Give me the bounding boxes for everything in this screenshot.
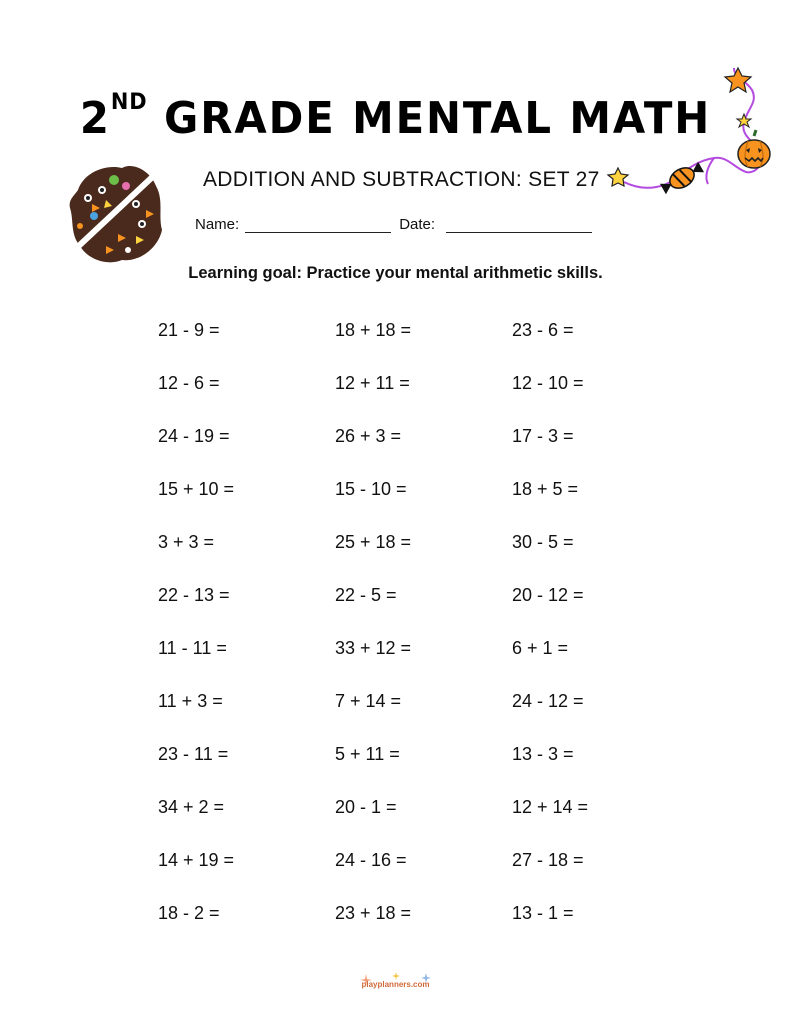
math-problem: 20 - 12 = xyxy=(512,585,584,605)
footer-sparkle-icon xyxy=(358,972,434,986)
math-problem: 3 + 3 = xyxy=(158,532,215,552)
problem-grid xyxy=(158,320,689,956)
math-problem: 13 - 3 = xyxy=(512,744,574,764)
math-problem: 15 - 10 = xyxy=(335,479,407,499)
math-problem: 25 + 18 = xyxy=(335,532,412,552)
math-problem: 11 - 11 = xyxy=(158,638,227,658)
math-problem: 12 + 14 = xyxy=(512,797,589,817)
worksheet-subtitle: ADDITION AND SUBTRACTION: SET 27 xyxy=(203,168,600,191)
title-ordinal-suffix: ND xyxy=(110,90,148,115)
math-problem: 22 - 5 = xyxy=(335,585,397,605)
math-problem: 12 + 11 = xyxy=(335,373,410,393)
math-problem: 13 - 1 = xyxy=(512,903,574,923)
math-problem: 22 - 13 = xyxy=(158,585,230,605)
math-problem: 14 + 19 = xyxy=(158,850,235,870)
math-problem: 24 - 16 = xyxy=(335,850,407,870)
math-problem: 11 + 3 = xyxy=(158,691,223,711)
learning-goal: Learning goal: Practice your mental arithmetic skills. xyxy=(188,264,603,282)
math-problem: 12 - 10 = xyxy=(512,373,584,393)
math-problem: 6 + 1 = xyxy=(512,638,569,658)
math-problem: 33 + 12 = xyxy=(335,638,412,658)
math-problem: 20 - 1 = xyxy=(335,797,397,817)
math-problem: 23 - 6 = xyxy=(512,320,574,340)
math-problem: 15 + 10 = xyxy=(158,479,235,499)
math-problem: 17 - 3 = xyxy=(512,426,574,446)
name-blank-line[interactable] xyxy=(245,216,391,233)
title-text: GRADE MENTAL MATH xyxy=(147,93,712,144)
footer-url: playplanners.com xyxy=(361,980,430,989)
math-problem: 34 + 2 = xyxy=(158,797,225,817)
math-problem: 23 + 18 = xyxy=(335,903,412,923)
math-problem: 27 - 18 = xyxy=(512,850,584,870)
math-problem: 7 + 14 = xyxy=(335,691,402,711)
math-problem: 12 - 6 = xyxy=(158,373,220,393)
math-problem: 24 - 12 = xyxy=(512,691,584,711)
math-problem: 26 + 3 = xyxy=(335,426,402,446)
math-problem: 21 - 9 = xyxy=(158,320,220,340)
title-grade-number: 2 xyxy=(79,93,111,144)
math-problem: 18 + 5 = xyxy=(512,479,579,499)
name-date-row xyxy=(195,216,592,233)
math-problem: 5 + 11 = xyxy=(335,744,400,764)
date-label: Date: xyxy=(399,216,436,233)
chocolate-bark-candy-icon xyxy=(66,160,166,268)
math-problem: 24 - 19 = xyxy=(158,426,230,446)
math-problem: 18 - 2 = xyxy=(158,903,220,923)
date-blank-line[interactable] xyxy=(446,216,592,233)
star-candy-pumpkin-garland-icon xyxy=(604,56,784,202)
math-problem: 30 - 5 = xyxy=(512,532,574,552)
math-problem: 18 + 18 = xyxy=(335,320,412,340)
math-problem: 23 - 11 = xyxy=(158,744,229,764)
name-label: Name: xyxy=(195,216,240,233)
